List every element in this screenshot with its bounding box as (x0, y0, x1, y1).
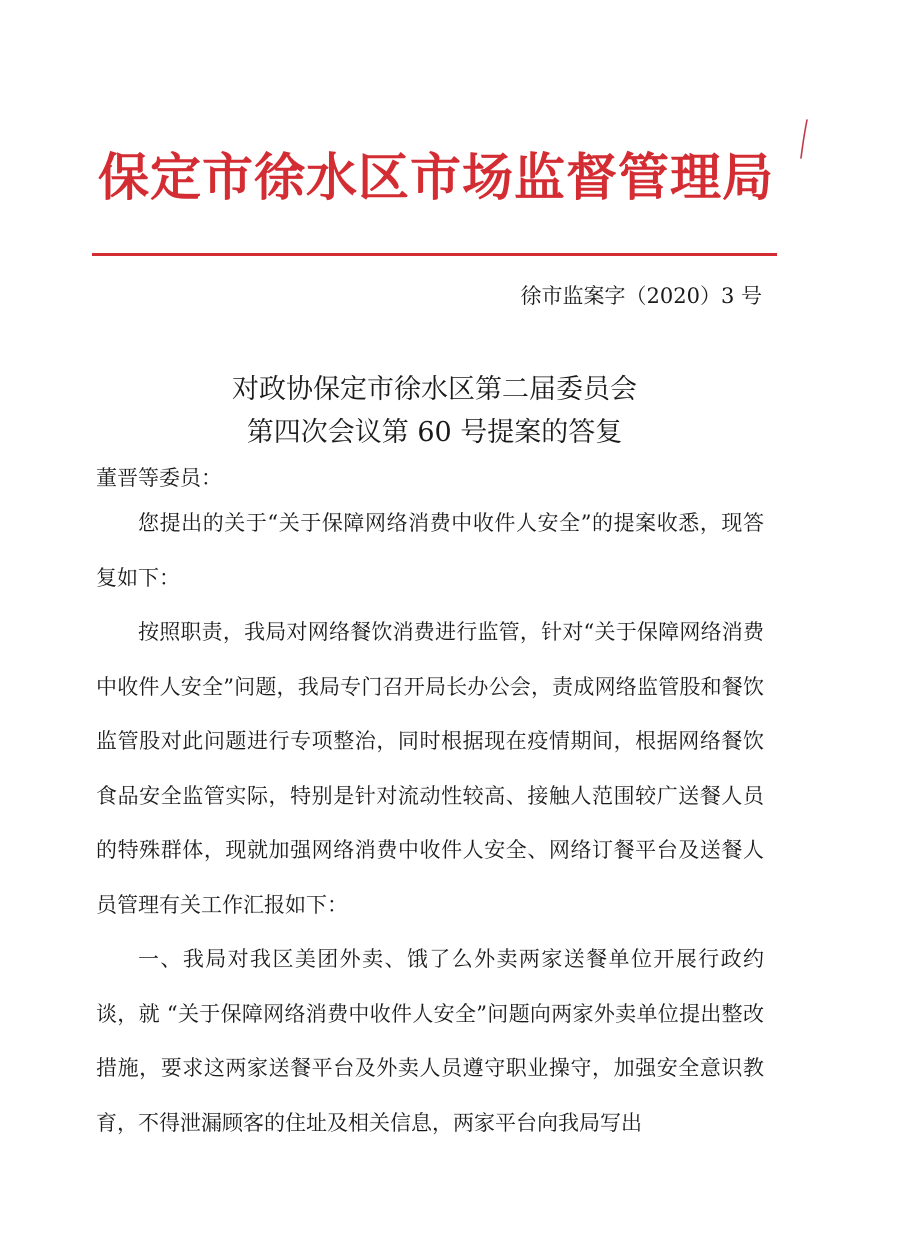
body-paragraph-3: 一、我局对我区美团外卖、饿了么外卖两家送餐单位开展行政约谈，就 “关于保障网络消费中收件人安全”问题向两家外卖单位提出整改措施，要求这两家送餐平台及外卖人员遵守职业操守，加强安全意识教育，不得泄漏顾客的住址及相关信息，两家平台向我局写出 (96, 947, 764, 1135)
document-number: 徐市监案字（2020）3 号 (520, 284, 762, 308)
title-line-1: 对政协保定市徐水区第二届委员会 (232, 374, 637, 405)
body-paragraph-2: 按照职责，我局对网络餐饮消费进行监管，针对“关于保障网络消费中收件人安全”问题，我局专门召开局长办公会，责成网络监管股和餐饮监管股对此问题进行专项整治，同时根据现在疫情期间，根据网络餐饮食品安全监管实际，特别是针对流动性较高、接触人范围较广送餐人员的特殊群体，现就加强网络消费中收件人安全、网络订餐平台及送餐人员管理有关工作汇报如下： (96, 620, 764, 917)
document-body (96, 496, 764, 1150)
header-divider (92, 253, 777, 256)
body-paragraph-1: 您提出的关于“关于保障网络消费中收件人安全”的提案收悉，现答复如下： (96, 511, 764, 590)
title-line-2: 第四次会议第 60 号提案的答复 (246, 417, 623, 448)
document-title (92, 368, 777, 454)
agency-header: 保定市徐水区市场监督管理局 (97, 149, 774, 208)
pen-stroke-mark (796, 118, 812, 162)
salutation: 董晋等委员： (96, 466, 222, 490)
